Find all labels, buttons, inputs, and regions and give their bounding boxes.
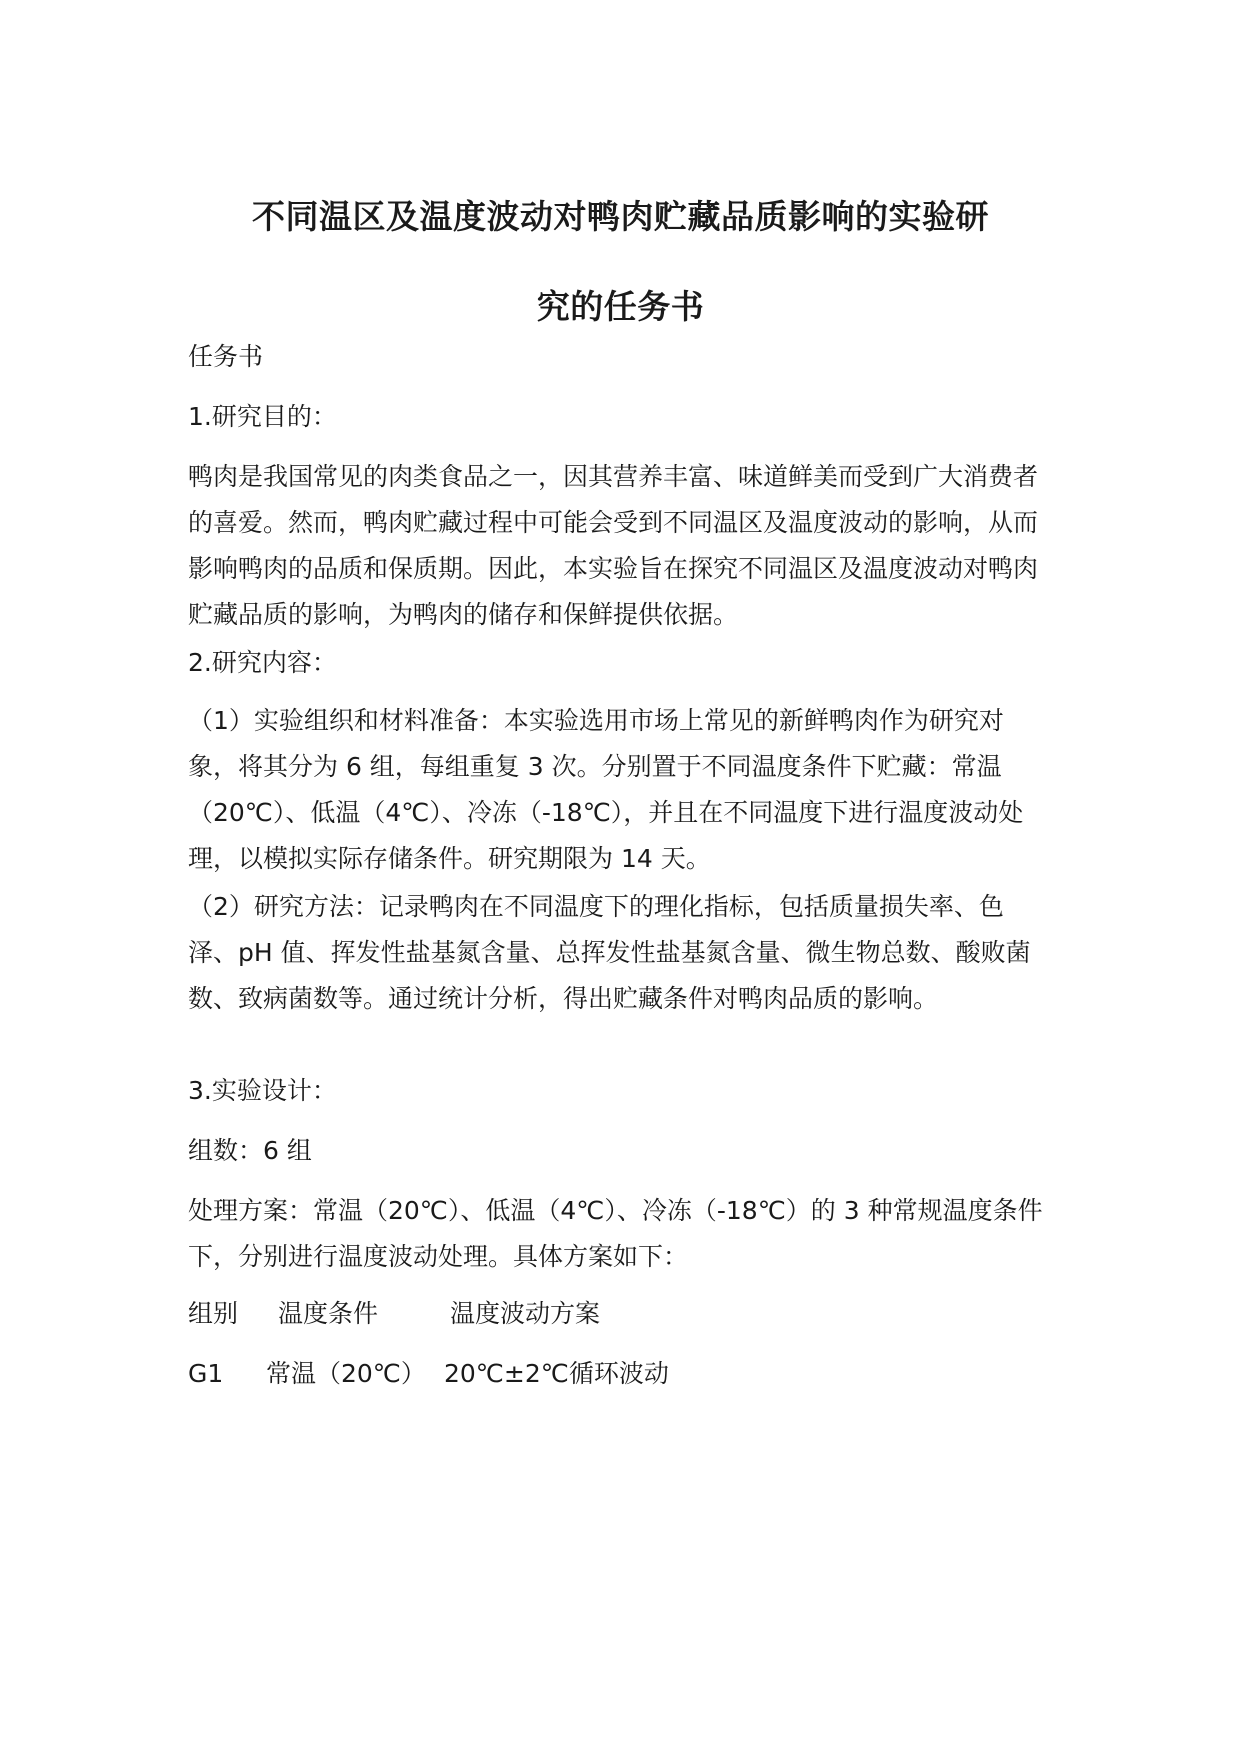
table-cell-group: G1 <box>188 1359 224 1388</box>
section-1-paragraph: 鸭肉是我国常见的肉类食品之一，因其营养丰富、味道鲜美而受到广大消费者的喜爱。然而，鸭肉贮藏过程中可能会受到不同温区及温度波动的影响，从而影响鸭肉的品质和保质期。因此，本实验旨在探究不同温区及温度波动对鸭肉贮藏品质的影响，为鸭肉的储存和保鲜提供依据。 <box>188 462 1039 629</box>
section-3-plan: 处理方案：常温（20℃）、低温（4℃）、冷冻（-18℃）的 3 种常规温度条件下，分别进行温度波动处理。具体方案如下： <box>188 1196 1043 1271</box>
title-line-2: 究的任务书 <box>536 287 705 326</box>
section-2-heading: 2.研究内容： <box>188 648 337 677</box>
section-1-heading: 1.研究目的： <box>188 402 337 431</box>
table-cell-condition: 常温（20℃） <box>266 1359 426 1388</box>
table-row <box>188 1351 1053 1397</box>
table-cell-fluctuation: 20℃±2℃循环波动 <box>444 1359 669 1388</box>
title-line-1: 不同温区及温度波动对鸭肉贮藏品质影响的实验研 <box>252 197 989 236</box>
section-label: 任务书 <box>188 342 264 371</box>
table-header-condition: 温度条件 <box>278 1299 379 1328</box>
table-header-group: 组别 <box>188 1299 239 1328</box>
section-2-item-1: （1）实验组织和材料准备：本实验选用市场上常见的新鲜鸭肉作为研究对象，将其分为 6 组，每组重复 3 次。分别置于不同温度条件下贮藏：常温（20℃）、低温（4℃）、冷冻（-18℃），并且在不同温度下进行温度波动处理，以模拟实际存储条件。研究期限为 14 天。 <box>188 706 1024 873</box>
section-3-heading: 3.实验设计： <box>188 1076 337 1105</box>
document-title <box>188 172 1053 352</box>
section-2-item-2: （2）研究方法：记录鸭肉在不同温度下的理化指标，包括质量损失率、色泽、pH 值、挥发性盐基氮含量、总挥发性盐基氮含量、微生物总数、酸败菌数、致病菌数等。通过统计分析，得出贮藏条件对鸭肉品质的影响。 <box>188 892 1031 1013</box>
table-header-row <box>188 1291 1053 1337</box>
table-header-fluctuation: 温度波动方案 <box>450 1299 601 1328</box>
section-3-groups: 组数：6 组 <box>188 1136 312 1165</box>
